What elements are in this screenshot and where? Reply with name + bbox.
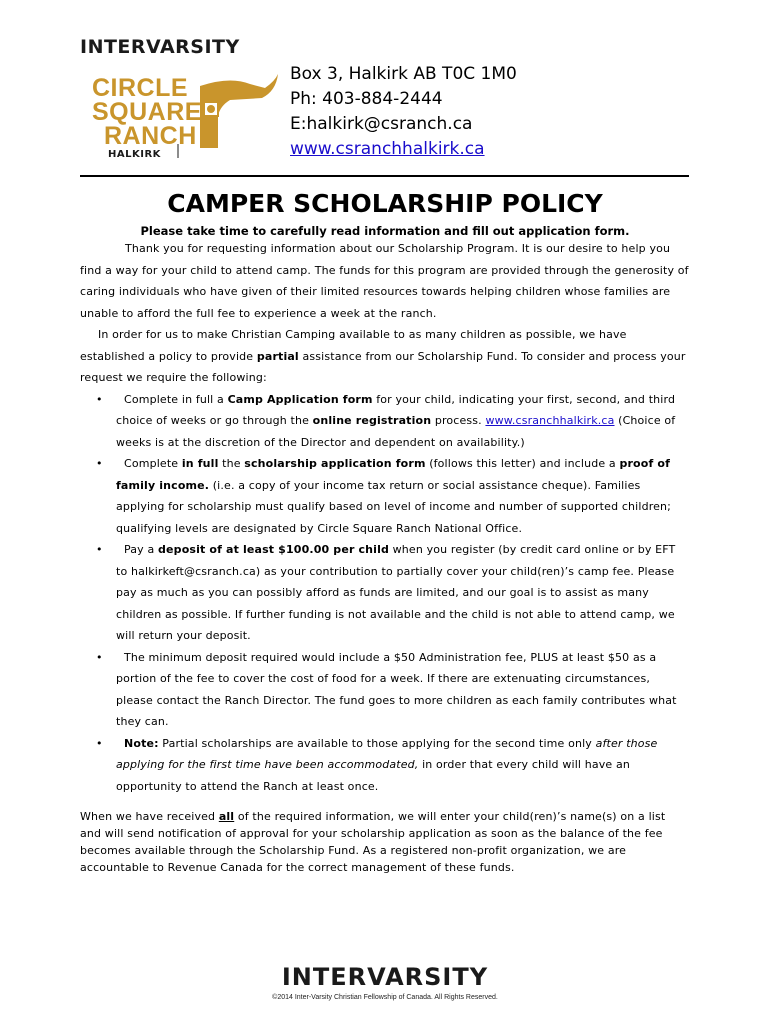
logo-sub-halkirk: HALKIRK <box>108 149 161 160</box>
contact-email: E:halkirk@csranch.ca <box>290 114 473 134</box>
policy-body <box>80 238 689 797</box>
page-subtitle: Please take time to carefully read information and fill out application form. <box>140 224 630 238</box>
footer-logo <box>0 963 770 991</box>
footer-copyright: ©2014 Inter-Varsity Christian Fellowship of Canada. All Rights Reserved. <box>272 994 498 1001</box>
logo-word-ranch: RANCH <box>104 122 197 150</box>
logo-word-square: SQUARE <box>92 98 202 126</box>
contact-phone: Ph: 403-884-2444 <box>290 89 443 109</box>
bullet-icon: • <box>96 650 103 664</box>
header-divider <box>80 175 689 177</box>
logo-word-circle: CIRCLE <box>92 74 189 102</box>
circle-square-ranch-logo <box>80 36 280 160</box>
requirements-list <box>80 389 689 798</box>
list-item: • Pay a deposit of at least $100.00 per child when you register (by credit card online or by EFT to halkirkeft@csranch.ca) as your contribution to partially cover your child(ren)’s camp fee. Please pay as much as you can possibly afford as funds are limited, and our goal is to assist as many children as possible. If further funding is not available and the child is not able to attend camp, we will return your deposit. <box>80 539 689 647</box>
list-item: • Note: Partial scholarships are available to those applying for the second time only after those applying for the first time have been accommodated, in order that every child will have an opportunity to attend the Ranch at least once. <box>80 733 689 798</box>
bullet-icon: • <box>96 392 103 406</box>
bullet-icon: • <box>96 457 103 470</box>
intro-paragraph-1: Thank you for requesting information about our Scholarship Program. It is our desire to help you find a way for your child to attend camp. The funds for this program are provided through the generosity of caring individuals who have given of their limited resources towards helping children whose families are unable to afford the full fee to experience a week at the ranch. <box>80 242 689 320</box>
contact-block <box>290 62 517 162</box>
page-title: CAMPER SCHOLARSHIP POLICY <box>167 189 603 218</box>
footer-brand-text: INTERVARSITY <box>281 963 489 991</box>
contact-website-link[interactable]: www.csranchhalkirk.ca <box>290 139 485 159</box>
bullet-icon: • <box>96 543 103 556</box>
list-item: • The minimum deposit required would include a $50 Administration fee, PLUS at least $50 as a portion of the fee to cover the cost of food for a week. If there are extenuating circumstances, please contact the Ranch Director. The fund goes to more children as each family contributes what they can. <box>80 647 689 733</box>
bullet-icon: • <box>96 736 103 750</box>
contact-address: Box 3, Halkirk AB T0C 1M0 <box>290 64 517 84</box>
list-item: • Complete in full a Camp Application form for your child, indicating your first, second, and third choice of weeks or go through the online registration process. www.csranchhalkirk.ca (Choice of weeks is at the discretion of the Director and dependent on availability.) <box>80 389 689 454</box>
closing-paragraph: When we have received all of the required information, we will enter your child(ren)’s name(s) on a list and will send notification of approval for your scholarship application as soon as the balance of the fee becomes available through the Scholarship Fund. As a registered non-profit organization, we are accountable to Revenue Canada for the correct management of these funds. <box>80 810 666 874</box>
registration-link[interactable]: www.csranchhalkirk.ca <box>485 414 615 427</box>
list-item: • Complete in full the scholarship application form (follows this letter) and include a proof of family income. (i.e. a copy of your income tax return or social assistance cheque). Families applying for scholarship must qualify based on level of income and number of supported children; qualifying levels are designated by Circle Square Ranch National Office. <box>80 453 689 539</box>
logo-brand-text: INTERVARSITY <box>80 36 240 58</box>
intro-paragraph-2: In order for us to make Christian Camping available to as many children as possible, we have established a policy to provide partial assistance from our Scholarship Fund. To consider and process your request we require the following: <box>80 328 686 384</box>
